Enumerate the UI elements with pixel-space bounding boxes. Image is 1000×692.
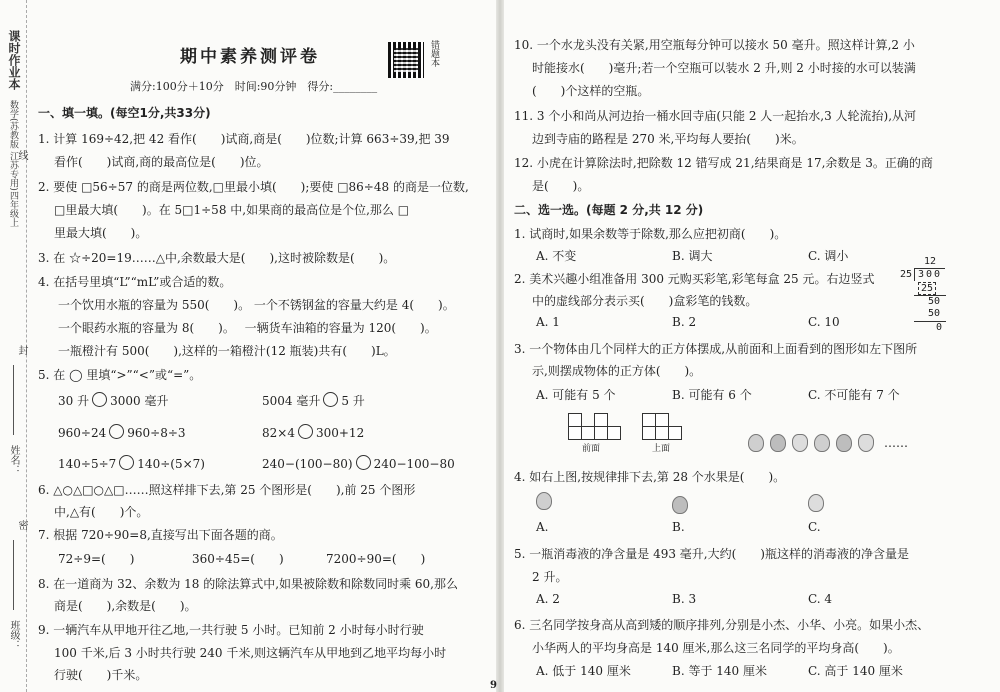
c6-line1: 6. 三名同学按身高从高到矮的顺序排列,分别是小杰、小华、小亮。如果小杰、	[514, 618, 930, 632]
class-label: 班级：	[8, 620, 19, 650]
orange-icon	[836, 434, 852, 452]
c5-option-c[interactable]: C. 4	[808, 592, 833, 606]
qr-label: 错题本	[429, 40, 439, 67]
division-highlight: 25	[918, 282, 936, 295]
pear-icon	[792, 434, 808, 452]
c5-option-a[interactable]: A. 2	[536, 592, 560, 606]
top-view-figure	[642, 412, 702, 452]
q5-b2: 5 升	[341, 394, 365, 408]
q11-line2: 边到寺庙的路程是 270 米,平均每人要抬( )米。	[532, 132, 804, 146]
c6-option-b[interactable]: B. 等于 140 厘米	[672, 664, 767, 678]
c3-line1: 3. 一个物体由几个同样大的正方体摆成,从前面和上面看到的图形如左下图所	[514, 342, 918, 356]
seal-label-2: 密	[16, 520, 27, 530]
page-title: 期中素养测评卷	[180, 47, 320, 67]
q8-line1: 8. 在一道商为 32、余数为 18 的除法算式中,如果被除数和除数同时乘 60,那么	[38, 577, 458, 591]
c3-line2: 示,则摆成物体的正方体( )。	[532, 364, 702, 378]
orange-option-icon	[672, 496, 688, 514]
c5-line1: 5. 一瓶消毒液的净含量是 493 毫升,大约( )瓶这样的消毒液的净含量是	[514, 547, 909, 561]
c5-option-b[interactable]: B. 3	[672, 592, 697, 606]
section-fill-title: 一、填一填。(每空1分,共33分)	[38, 106, 211, 120]
q5-row2a	[58, 424, 186, 440]
name-label: 姓名：	[8, 445, 19, 475]
q4-line4: 一瓶橙汁有 500( ),这样的一箱橙汁(12 瓶装)共有( )L。	[58, 344, 396, 358]
compare-circle[interactable]	[356, 455, 371, 470]
q7-a: 72÷9=( )	[58, 552, 135, 566]
q7-b: 360÷45=( )	[192, 552, 284, 566]
q5-c2: 960÷8÷3	[127, 426, 186, 440]
q9-line2: 100 千米,后 3 小时共行驶 240 千米,则这辆汽车从甲地到乙地平均每小时	[54, 646, 447, 660]
q7-line1: 7. 根据 720÷90=8,直接写出下面各题的商。	[38, 528, 283, 542]
c1-option-c[interactable]: C. 调小	[808, 249, 849, 263]
seal-label-1: 封	[16, 345, 27, 355]
q5-f1: 240−(100−80)	[262, 457, 353, 471]
c1-question: 1. 试商时,如果余数等于除数,那么应把初商( )。	[514, 227, 787, 241]
binding-margin	[0, 0, 27, 692]
division-quotient: 12	[924, 256, 937, 267]
q5-title: 5. 在 ◯ 里填“>”“<”或“=”。	[38, 368, 202, 382]
c2-option-c[interactable]: C. 10	[808, 315, 840, 329]
division-dividend: 300	[918, 269, 943, 280]
q9-line3: 行驶( )千米。	[54, 668, 148, 682]
page-number: 9	[490, 680, 497, 691]
cut-line-label: 线	[16, 150, 27, 160]
q2-line3: 里最大填( )。	[54, 226, 148, 240]
front-view-label: 前面	[582, 444, 601, 454]
c4-option-b[interactable]: B.	[672, 520, 685, 534]
division-remainder: 0	[936, 322, 943, 333]
c6-option-a[interactable]: A. 低于 140 厘米	[536, 664, 631, 678]
c3-option-b[interactable]: B. 可能有 6 个	[672, 388, 752, 402]
q10-line2: 时能接水( )毫升;若一个空瓶可以装水 2 升,则 2 小时接的水可以装满	[532, 61, 916, 75]
long-division	[898, 256, 958, 336]
q12-line1: 12. 小虎在计算除法时,把除数 12 错写成 21,结果商是 17,余数是 3。正确的商	[514, 156, 933, 170]
q8-line2: 商是( ),余数是( )。	[54, 599, 197, 613]
q6-line1: 6. △○△□○△□……照这样排下去,第 25 个图形是( ),前 25 个图形	[38, 483, 416, 497]
top-view-label: 上面	[652, 444, 671, 454]
c3-option-a[interactable]: A. 可能有 5 个	[536, 388, 616, 402]
pear-option-icon	[536, 492, 552, 510]
q5-d2: 300+12	[315, 426, 365, 440]
score-meta: 满分:100分＋10分 时间:90分钟 得分:________	[130, 80, 378, 93]
q5-a1: 30 升	[58, 394, 90, 408]
q5-row2b	[262, 424, 364, 440]
division-divisor: 25	[900, 269, 913, 280]
compare-circle[interactable]	[119, 455, 134, 470]
orange-icon	[770, 434, 786, 452]
q2-line2: □里最大填( )。在 5□1÷58 中,如果商的最高位是个位,那么 □	[54, 203, 410, 217]
name-line	[13, 365, 14, 435]
q11-line1: 11. 3 个小和尚从河边抬一桶水回寺庙(只能 2 人一起抬水,3 人轮流抬),从河	[514, 109, 917, 123]
c6-option-c[interactable]: C. 高于 140 厘米	[808, 664, 903, 678]
q4-line3: 一个眼药水瓶的容量为 8( )。 一辆货车油箱的容量为 120( )。	[58, 321, 437, 335]
q10-line3: ( )个这样的空瓶。	[532, 84, 650, 98]
c2-line2: 中的虚线部分表示买( )盒彩笔的钱数。	[532, 294, 758, 308]
q4-line2: 一个饮用水瓶的容量为 550( )。 一个不锈钢盆的容量大约是 4( )。	[58, 298, 455, 312]
compare-circle[interactable]	[323, 392, 338, 407]
q5-row1b	[262, 392, 365, 409]
fruit-ellipsis: ……	[884, 436, 908, 450]
compare-circle[interactable]	[298, 424, 313, 439]
q5-e2: 140÷(5×7)	[137, 457, 205, 471]
right-page	[502, 0, 1000, 692]
pear-icon	[858, 434, 874, 452]
q12-line2: 是( )。	[532, 179, 590, 193]
c6-line2: 小华两人的平均身高是 140 厘米,那么这三名同学的平均身高( )。	[532, 641, 900, 655]
apple-icon	[814, 434, 830, 452]
class-line	[13, 540, 14, 610]
qr-code[interactable]	[388, 42, 424, 78]
q5-c1: 960÷24	[58, 426, 107, 440]
c4-option-c[interactable]: C.	[808, 520, 821, 534]
division-r3: 50	[928, 308, 941, 319]
c4-option-a[interactable]: A.	[536, 520, 549, 534]
q5-b1: 5004 毫升	[262, 394, 321, 408]
compare-circle[interactable]	[109, 424, 124, 439]
q5-e1: 140÷5÷7	[58, 457, 117, 471]
subject-label: 数学(苏教版 江苏专用)四年级上	[8, 100, 18, 227]
c2-option-a[interactable]: A. 1	[536, 315, 560, 329]
section-choice-title: 二、选一选。(每题 2 分,共 12 分)	[514, 203, 704, 217]
q4-line1: 4. 在括号里填“L”“mL”或合适的数。	[38, 275, 232, 289]
q5-a2: 3000 毫升	[110, 394, 169, 408]
apple-icon	[748, 434, 764, 452]
c2-option-b[interactable]: B. 2	[672, 315, 697, 329]
q1-line1: 1. 计算 169÷42,把 42 看作( )试商,商是( )位数;计算 663÷39,把 39	[38, 132, 450, 146]
peach-option-icon	[808, 494, 824, 512]
c4-question: 4. 如右上图,按规律排下去,第 28 个水果是( )。	[514, 470, 786, 484]
q5-row3b	[262, 455, 455, 471]
q7-c: 7200÷90=( )	[326, 552, 426, 566]
c5-line2: 2 升。	[532, 570, 568, 584]
compare-circle[interactable]	[92, 392, 107, 407]
q5-row1a	[58, 392, 168, 409]
q10-line1: 10. 一个水龙头没有关紧,用空瓶每分钟可以接水 50 毫升。照这样计算,2 小	[514, 38, 915, 52]
q5-f2: 240−100−80	[373, 457, 455, 471]
q5-row3a	[58, 455, 205, 471]
c1-option-a[interactable]: A. 不变	[536, 249, 577, 263]
q9-line1: 9. 一辆汽车从甲地开往乙地,一共行驶 5 小时。已知前 2 小时每小时行驶	[38, 623, 424, 637]
q3-line1: 3. 在 ☆÷20=19……△中,余数最大是( ),这时被除数是( )。	[38, 251, 396, 265]
q2-line1: 2. 要使 □56÷57 的商是两位数,□里最小填( );要使 □86÷48 的商是一位数,	[38, 180, 469, 194]
left-page	[0, 0, 498, 692]
q6-line2: 中,△有( )个。	[54, 505, 149, 519]
q5-d1: 82×4	[262, 426, 295, 440]
division-r2: 50	[928, 296, 941, 307]
q1-line2: 看作( )试商,商的最高位是( )位。	[54, 155, 269, 169]
c2-line1: 2. 美术兴趣小组准备用 300 元购买彩笔,彩笔每盒 25 元。右边竖式	[514, 272, 875, 286]
c3-option-c[interactable]: C. 不可能有 7 个	[808, 388, 900, 402]
series-name: 课时作业本	[7, 30, 21, 90]
c1-option-b[interactable]: B. 调大	[672, 249, 713, 263]
